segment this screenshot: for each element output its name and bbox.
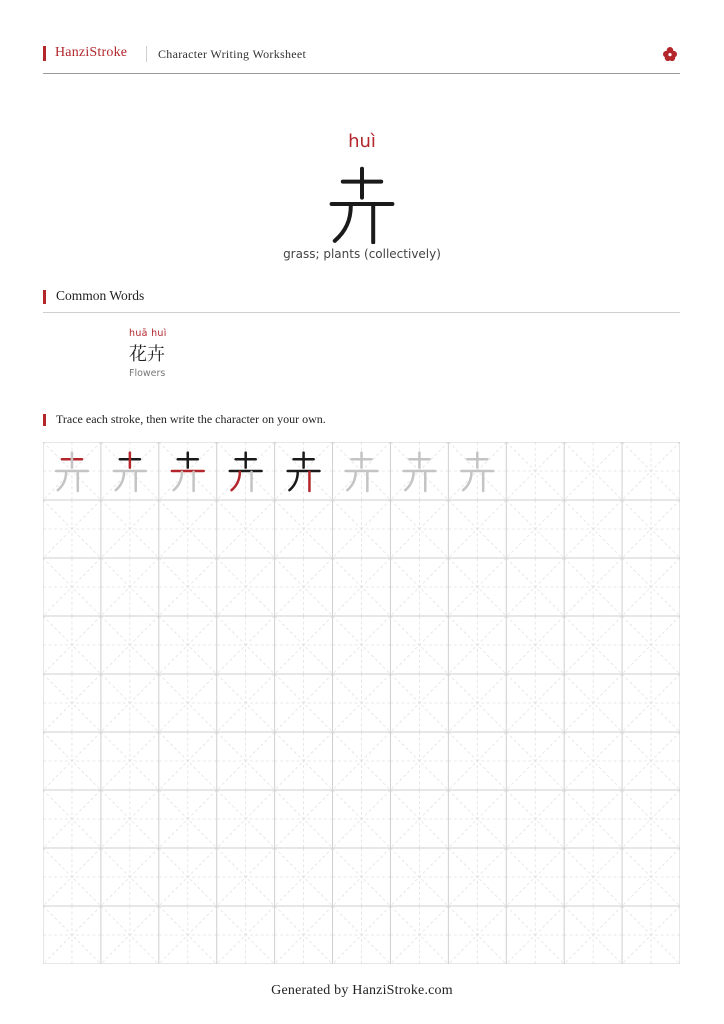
grid-cell[interactable] xyxy=(390,500,448,558)
grid-cell[interactable] xyxy=(506,790,564,848)
common-words-heading xyxy=(43,288,680,313)
grid-cell[interactable] xyxy=(43,616,101,674)
grid-cell[interactable] xyxy=(43,848,101,906)
grid-cell[interactable] xyxy=(217,558,275,616)
grid-cell[interactable] xyxy=(217,848,275,906)
grid-cell[interactable] xyxy=(564,732,622,790)
grid-cell[interactable] xyxy=(333,906,391,964)
grid-cell[interactable] xyxy=(506,732,564,790)
grid-cell[interactable] xyxy=(622,732,680,790)
grid-cell[interactable] xyxy=(506,674,564,732)
grid-cell[interactable] xyxy=(101,500,159,558)
word-pinyin: huā huì xyxy=(129,328,167,339)
grid-cell[interactable] xyxy=(275,558,333,616)
grid-cell[interactable] xyxy=(101,674,159,732)
grid-cell[interactable] xyxy=(159,616,217,674)
practice-heading xyxy=(43,411,680,431)
character-pinyin: huì xyxy=(348,131,376,152)
stroke-step-2 xyxy=(114,453,146,491)
grid-cell[interactable] xyxy=(333,674,391,732)
brand-name[interactable]: HanziStroke xyxy=(55,45,128,60)
section-accent-bar xyxy=(43,290,46,304)
worksheet-header xyxy=(43,40,680,74)
grid-cell[interactable] xyxy=(506,500,564,558)
grid-cell[interactable] xyxy=(390,790,448,848)
grid-cell[interactable] xyxy=(101,848,159,906)
grid-cell[interactable] xyxy=(448,790,506,848)
grid-cell[interactable] xyxy=(564,558,622,616)
grid-cell[interactable] xyxy=(622,848,680,906)
grid-cell[interactable] xyxy=(622,558,680,616)
grid-cell[interactable] xyxy=(622,674,680,732)
grid-cell[interactable] xyxy=(390,848,448,906)
grid-cell[interactable] xyxy=(564,906,622,964)
grid-cell[interactable] xyxy=(275,732,333,790)
grid-cell[interactable] xyxy=(101,732,159,790)
grid-cell[interactable] xyxy=(506,558,564,616)
grid-cell[interactable] xyxy=(275,500,333,558)
grid-cell[interactable] xyxy=(448,500,506,558)
grid-cell[interactable] xyxy=(390,674,448,732)
practice-grid[interactable] xyxy=(43,442,680,964)
grid-cell[interactable] xyxy=(564,674,622,732)
grid-cell[interactable] xyxy=(275,848,333,906)
grid-cell[interactable] xyxy=(506,616,564,674)
trace-character xyxy=(461,453,493,491)
grid-cell[interactable] xyxy=(159,848,217,906)
grid-cell[interactable] xyxy=(101,790,159,848)
grid-cell[interactable] xyxy=(564,442,622,500)
stroke-step-3 xyxy=(172,453,204,491)
grid-cell[interactable] xyxy=(217,906,275,964)
grid-cell[interactable] xyxy=(564,790,622,848)
grid-cell[interactable] xyxy=(333,500,391,558)
footer-credit[interactable]: Generated by HanziStroke.com xyxy=(271,983,453,998)
word-meaning: Flowers xyxy=(129,368,166,379)
grid-cell[interactable] xyxy=(159,500,217,558)
grid-cell[interactable] xyxy=(43,500,101,558)
grid-cell[interactable] xyxy=(43,906,101,964)
grid-cell[interactable] xyxy=(43,790,101,848)
grid-cell[interactable] xyxy=(275,674,333,732)
word-hanzi: 花卉 xyxy=(129,344,165,365)
grid-cell[interactable] xyxy=(622,790,680,848)
grid-cell[interactable] xyxy=(448,732,506,790)
grid-cell[interactable] xyxy=(448,906,506,964)
grid-cell[interactable] xyxy=(159,674,217,732)
stroke-step-1 xyxy=(56,453,88,491)
grid-cell[interactable] xyxy=(217,616,275,674)
grid-cell[interactable] xyxy=(506,442,564,500)
grid-cell[interactable] xyxy=(275,616,333,674)
flower-icon xyxy=(662,46,678,62)
grid-cell[interactable] xyxy=(448,558,506,616)
section-accent-bar xyxy=(43,414,46,426)
grid-cell[interactable] xyxy=(101,558,159,616)
grid-cell[interactable] xyxy=(43,732,101,790)
grid-cell[interactable] xyxy=(390,732,448,790)
grid-cell[interactable] xyxy=(159,558,217,616)
grid-cell[interactable] xyxy=(622,442,680,500)
grid-cell[interactable] xyxy=(564,500,622,558)
grid-cell[interactable] xyxy=(333,790,391,848)
practice-instruction: Trace each stroke, then write the character on your own. xyxy=(56,412,326,426)
grid-cell[interactable] xyxy=(390,906,448,964)
brand-accent-bar xyxy=(43,46,46,61)
grid-cell[interactable] xyxy=(390,558,448,616)
section-title: Common Words xyxy=(56,288,145,303)
grid-cell[interactable] xyxy=(217,790,275,848)
grid-cell[interactable] xyxy=(159,906,217,964)
grid-cell[interactable] xyxy=(564,616,622,674)
header-divider xyxy=(146,46,147,62)
grid-cell[interactable] xyxy=(448,616,506,674)
grid-cell[interactable] xyxy=(448,674,506,732)
grid-cell[interactable] xyxy=(101,906,159,964)
character-meaning: grass; plants (collectively) xyxy=(283,247,441,261)
grid-cell[interactable] xyxy=(506,848,564,906)
grid-cell[interactable] xyxy=(448,848,506,906)
grid-cell[interactable] xyxy=(390,616,448,674)
grid-cell[interactable] xyxy=(275,906,333,964)
grid-cell[interactable] xyxy=(333,848,391,906)
grid-cell[interactable] xyxy=(333,558,391,616)
grid-cell[interactable] xyxy=(159,732,217,790)
grid-cell[interactable] xyxy=(43,558,101,616)
grid-cell[interactable] xyxy=(159,790,217,848)
grid-cell[interactable] xyxy=(217,732,275,790)
grid-cell[interactable] xyxy=(217,500,275,558)
stroke-step-5 xyxy=(288,453,320,491)
grid-cell[interactable] xyxy=(622,906,680,964)
grid-cell[interactable] xyxy=(333,616,391,674)
grid-cell[interactable] xyxy=(275,790,333,848)
common-word-item xyxy=(129,328,189,379)
grid-cell[interactable] xyxy=(217,674,275,732)
grid-cell[interactable] xyxy=(43,674,101,732)
grid-cell[interactable] xyxy=(622,500,680,558)
trace-character xyxy=(346,453,378,491)
grid-cell[interactable] xyxy=(564,848,622,906)
grid-cell[interactable] xyxy=(333,732,391,790)
stroke-step-4 xyxy=(230,453,262,491)
grid-cell[interactable] xyxy=(101,616,159,674)
worksheet-subtitle: Character Writing Worksheet xyxy=(158,47,307,61)
trace-character xyxy=(404,453,436,491)
grid-cell[interactable] xyxy=(506,906,564,964)
main-character xyxy=(312,164,412,244)
grid-cell[interactable] xyxy=(622,616,680,674)
